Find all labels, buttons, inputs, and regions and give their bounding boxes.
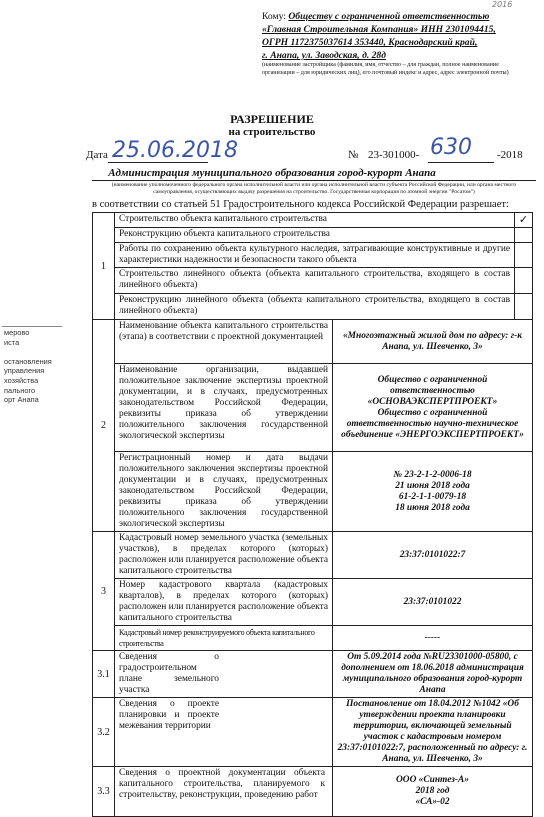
section1-row-4 [93,268,533,294]
date-label: Дата [86,149,108,161]
margin-line-3 [4,347,64,357]
legal-basis: в соответствии со статьей 51 Градостроительного кодекса Российской Федерации разрешает: [92,199,509,210]
section3-cadastral-land-value: 23:37:0101022:7 [333,532,533,579]
section33-value-1: ООО «Синтез-А» [396,775,469,785]
section31-value: От 5.09.2014 года №RU23301000-05800, с дополнением от 18.06.2018 администрация муниципального образования город-курорт Анапа [333,651,533,698]
section2-registration-value [333,452,533,532]
section32-row [93,698,533,767]
section33-row [93,767,533,817]
document-title: РАЗРЕШЕНИЕ [230,112,314,126]
section2-name-label: Наименование объекта капитального строительства (этапа) в соответствии с проектной документацией [115,320,333,364]
number-underline [428,162,494,163]
section1-option-1: Строительство объекта капитального строительства [115,213,515,228]
date-handwritten-value: 25.06.2018 [112,138,238,163]
date-underline [108,162,208,163]
section2-registration-value-4: 18 июня 2018 года [395,502,470,513]
section1-option-4: Строительство линейного объекта (объекта капитального строительства, входящего в состав линейного объекта) [115,268,515,294]
section2-row-expert [93,364,533,452]
issuer-note: (наименование уполномоченного федерального органа исполнительной власти или органа исполнительной власти субъекта Российской Федерации, или органа местного самоуправления, осуществляющих выдачу разрешения на строительство. Государственная корпорация по атомной энергии "Росатом") [111,182,517,195]
section1-option-5: Реконструкцию линейного объекта (объекта капитального строительства, входящего в состав линейного объекта) [115,294,515,320]
section2-expert-value [333,364,533,452]
section3-cadastral-quarter-value: 23:37:0101022 [333,579,533,626]
margin-line-5: управления [4,366,45,376]
recipient-label: Кому: [262,11,286,22]
permit-table [92,212,533,817]
section3-cadastral-land-label: Кадастровый номер земельного участка (земельных участков), в пределах которого (которых) расположен или планируется расположение объекта капитального строительства [115,532,333,579]
section33-label [115,767,333,817]
margin-line-8: орт Анапа [4,395,39,405]
number-label: № [348,149,359,161]
recipient-line-1: Обществу с ограниченной ответственностью [288,11,490,22]
section1-option-3-mark [515,243,533,268]
section33-value-3: «СА»-02 [415,797,450,807]
section3-cadastral-quarter-label: Номер кадастрового квартала (кадастровых кварталов), в пределах которого (которых) расположен или планируется расположение объекта капитального строительства [115,579,333,626]
document-subtitle: на строительство [228,126,316,138]
section3-row-quarter [93,579,533,626]
section3-reconstructed-value: ----- [333,626,533,651]
section31-label-text: Сведения о градостроительном плане земельного участка [119,652,219,695]
section2-expert-label: Наименование организации, выдавшей положительное заключение экспертизы проектной документации, и в случаях, предусмотренных законодательством Российской Федерации, реквизиты приказа об утверждении положительного заключения государственной экологической экспертизы [115,364,333,452]
issuer-name: Администрация муниципального образования город-курорт Анапа [108,167,436,179]
section33-label-text: Сведения о проектной документации объекта капитального строительства, планируемого к строительству, реконструкции, проведению работ [119,768,325,800]
margin-line-1: мерово [4,328,30,337]
section3-number: 3 [93,532,115,651]
section32-label [115,698,333,767]
section1-option-4-mark [515,268,533,294]
margin-line-4: остановления [4,356,52,366]
section1-number: 1 [93,213,115,320]
corner-handwritten-mark: 2016 [492,0,513,9]
issuer-underline [92,180,536,181]
section1-row-3 [93,243,533,268]
section32-number: 3.2 [93,698,115,767]
section2-name-value: «Многоэтажный жилой дом по адресу: г-к Анапа, ул. Шевченко, 3» [333,320,533,364]
check-mark-icon: ✓ [515,213,533,228]
section1-option-2-mark [515,228,533,243]
section31-number: 3.1 [93,651,115,698]
section1-row-2 [93,228,533,243]
margin-line-2: иста [4,337,20,347]
recipient-note: (наименование застройщика (фамилия, имя, отчество – для граждан, полное наименование организации – для юридических лиц), его почтовый индекс и адрес, адрес электронной почты) [262,62,509,76]
section2-registration-value-3: 61-2-1-1-0079-18 [398,491,467,502]
section1-option-3: Работы по сохранению объекта культурного наследия, затрагивающие конструктивные и другие характеристики надежности и безопасности такого объекта [115,243,515,268]
section2-expert-value-2: Общество с ограниченной ответственностью научно-техническое объединение «ЭНЕРГОЭКСПЕРТПРОЕКТ» [341,407,524,440]
section33-value-2: 2018 год [415,786,450,796]
section33-number: 3.3 [93,767,115,817]
section3-reconstructed-label: Кадастровый номер реконструируемого объекта капитального строительства [115,626,333,651]
section2-row-registration [93,452,533,532]
section31-row [93,651,533,698]
recipient-line-4: г. Анапа, ул. Заводская, д. 28д [262,50,386,61]
margin-line-7: пального [4,385,36,395]
number-prefix: 23-301000- [368,149,420,161]
section2-number: 2 [93,320,115,532]
section2-registration-value-1: № 23-2-1-2-0006-18 [393,469,472,480]
section1-option-2: Реконструкцию объекта капитального строительства [115,228,515,243]
section32-label-text: Сведения о проекте планировки и проекте межевания территории [119,699,219,731]
section2-row-name [93,320,533,364]
left-margin-fragment [4,328,64,405]
section1-row-1 [93,213,533,228]
section2-registration-label: Регистрационный номер и дата выдачи положительного заключения экспертизы проектной документации и в случаях, предусмотренных законодательством Российской Федерации, реквизиты приказа об утверждении положительного заключения государственной экологической экспертизы [115,452,333,532]
number-handwritten-value: 630 [430,135,472,160]
margin-fragment-rule [2,326,62,327]
margin-line-6: хозяйства [4,375,39,385]
recipient-block [262,10,532,77]
section2-registration-value-2: 21 июня 2018 года [395,480,470,491]
section31-label [115,651,333,698]
section2-expert-value-1: Общество с ограниченной ответственностью «ОСНОВАЭКСПЕРТПРОЕКТ» [367,374,498,407]
section1-row-5 [93,294,533,320]
section33-value [333,767,533,817]
recipient-line-2: «Главная Строительная Компания» ИНН 2301094415, [262,24,496,35]
section32-value: Постановление от 18.04.2012 №1042 «Об утверждении проекта планировки территории, включающей земельный участок с кадастровым номером 23:37:0101022:7, расположенный по адресу: г. Анапа, ул. Шевченко, 3» [333,698,533,767]
section1-option-5-mark [515,294,533,320]
section3-row-reconstructed [93,626,533,651]
number-suffix: -2018 [497,149,523,161]
section3-row-land [93,532,533,579]
recipient-line-3: ОГРН 1172375037614 353440, Краснодарский край, [262,37,478,48]
